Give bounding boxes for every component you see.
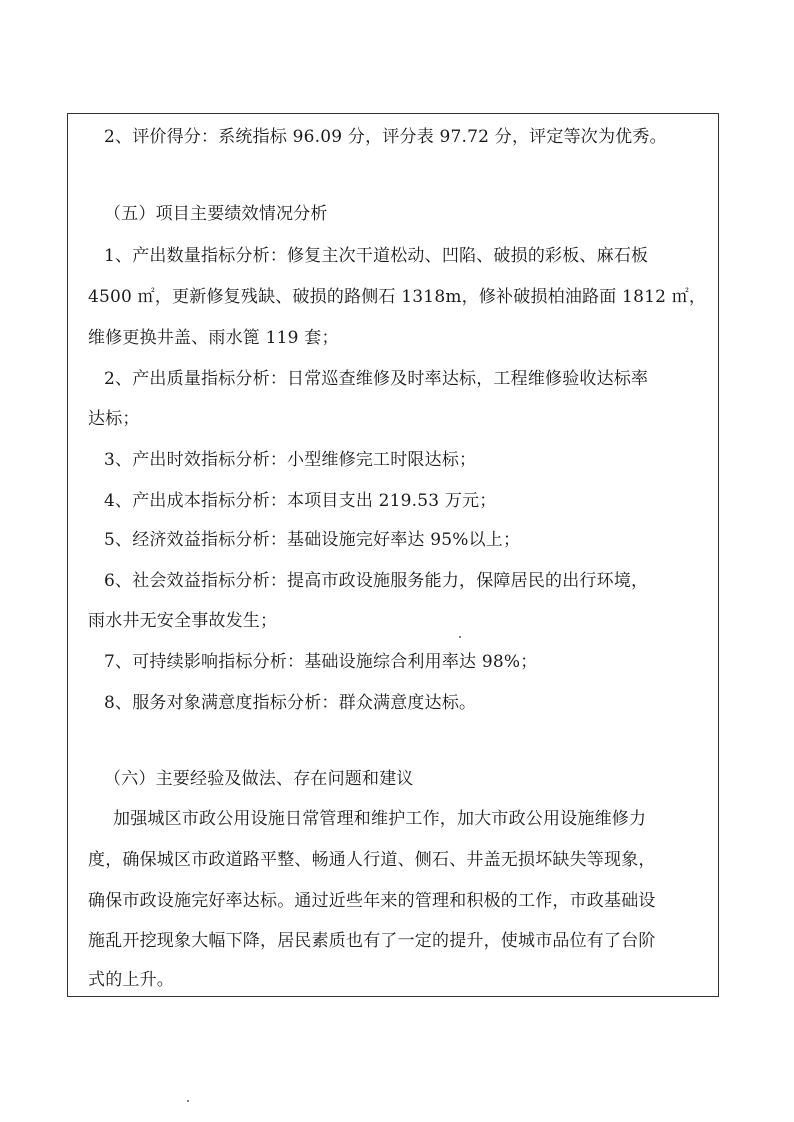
- section5-line-8: 5、经济效益指标分析：基础设施完好率达 95%以上；: [104, 530, 521, 550]
- section5-line-2: 4500 ㎡，更新修复残缺、破损的路侧石 1318m，修补破损柏油路面 1812 ㎡，: [88, 287, 707, 307]
- section6-line-2: 度，确保城区市政道路平整、畅通人行道、侧石、井盖无损坏缺失等现象，: [88, 850, 656, 870]
- section5-line-4: 2、产出质量指标分析：日常巡查维修及时率达标，工程维修验收达标率: [104, 369, 649, 389]
- section6-line-3: 确保市政设施完好率达标。通过近些年来的管理和积极的工作，市政基础设: [88, 891, 656, 911]
- section6-line-5: 式的上升。: [88, 970, 174, 990]
- section5-line-5: 达标；: [88, 409, 140, 429]
- scan-speck: [459, 636, 461, 638]
- section6-line-1: 加强城区市政公用设施日常管理和维护工作，加大市政公用设施维修力: [113, 809, 647, 829]
- section5-line-7: 4、产出成本指标分析：本项目支出 219.53 万元；: [104, 491, 497, 511]
- section5-line-3: 维修更换井盖、雨水篦 119 套；: [88, 328, 339, 348]
- section6-line-4: 施乱开挖现象大幅下降，居民素质也有了一定的提升，使城市品位有了台阶: [88, 931, 656, 951]
- section5-line-1: 1、产出数量指标分析：修复主次干道松动、凹陷、破损的彩板、麻石板: [104, 246, 649, 266]
- section5-line-10: 雨水井无安全事故发生；: [88, 611, 278, 631]
- section5-line-11: 7、可持续影响指标分析：基础设施综合利用率达 98%；: [104, 652, 538, 672]
- evaluation-score-line: 2、评价得分：系统指标 96.09 分，评分表 97.72 分，评定等次为优秀。: [104, 127, 667, 147]
- section5-heading: （五）项目主要绩效情况分析: [104, 204, 328, 224]
- section6-heading: （六）主要经验及做法、存在问题和建议: [104, 769, 414, 789]
- section5-line-9: 6、社会效益指标分析：提高市政设施服务能力，保障居民的出行环境，: [104, 571, 649, 591]
- scan-speck: [187, 1100, 189, 1102]
- section5-line-12: 8、服务对象满意度指标分析：群众满意度达标。: [104, 693, 477, 713]
- section5-line-6: 3、产出时效指标分析：小型维修完工时限达标；: [104, 450, 477, 470]
